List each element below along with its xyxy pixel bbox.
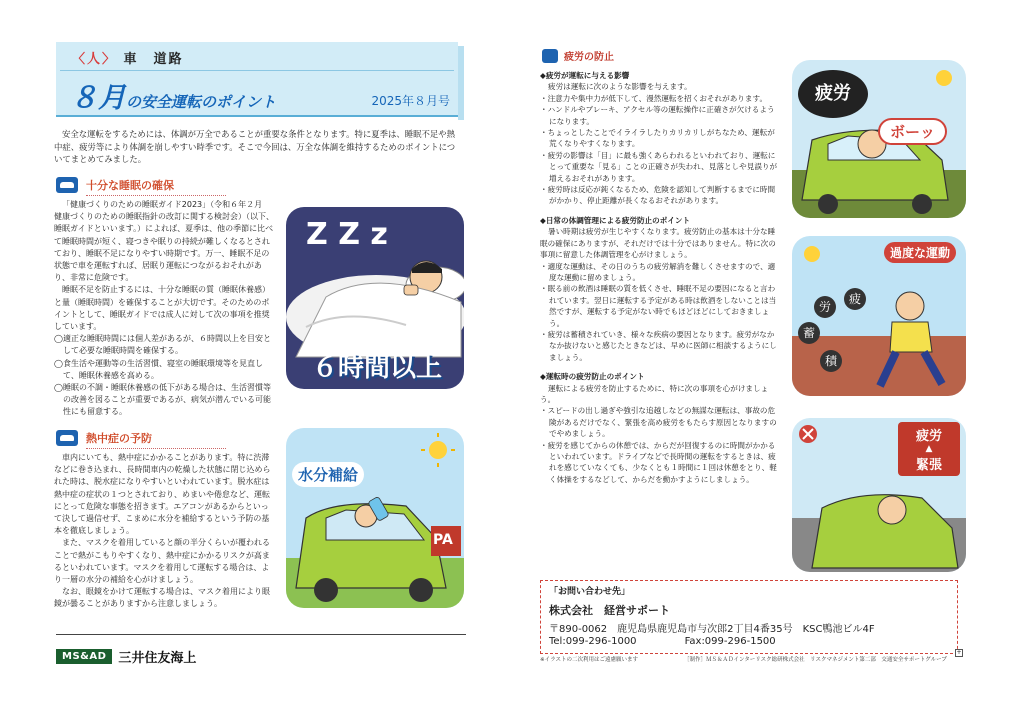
daily-care-item: ・適度な運動は、その日のうちの疲労解消を難しくさせますので、適度な運動に留めましょう。 [540,261,776,282]
msad-logo: MS&AD [56,649,112,664]
newsletter-header [56,42,458,117]
fatigue-effect-item: ・疲労時は反応が鈍くなるため、危険を認知して判断するまでに時間がかかり、停止距離が長くなるおそれがあります。 [540,185,776,206]
plus-icon: + [956,649,962,656]
daily-care-intro: 暑い時期は疲労が生じやすくなります。疲労防止の基本は十分な睡眠の確保にありますが、それだけでは十分ではありません。特に次の事項に留意した体調管理を心がけましょう。 [540,227,776,260]
tension-sign [898,422,960,476]
heat-para-3: なお、眼鏡をかけて運転する場合は、マスク着用により眼鏡が曇ることがありますから注意しましょう。 [54,587,270,609]
up-arrow-icon: ▲ [925,444,933,454]
sponsor-footer [56,647,196,666]
right-page [512,0,1024,724]
fatigue-illustration [792,60,966,218]
driving-care-item: ・スピードの出し過ぎや強引な追越しなどの無謀な運転は、事故の危険があるだけでなく、緊張を高め疲労をもたらす原因となりますのでやめましょう。 [540,406,777,439]
daze-bubble: ボーッ [878,118,947,145]
sleep-para-2: 睡眠不足を防止するには、十分な睡眠の質（睡眠休養感）と量（睡眠時間）を確保することが大切です。そのためのポイントとして、睡眠ガイドでは成人に対して次の事項を推奨しています。 [54,285,270,332]
driving-care-heading: ◆運転時の疲労防止のポイント [540,372,645,382]
contact-phones [549,636,949,647]
daily-care-heading: ◆日常の体調管理による疲労防止のポイント [540,215,691,225]
footer-rule [56,634,466,635]
hydration-illustration [286,428,464,608]
pa-sign: PA [433,532,453,548]
section-sleep-body [54,199,274,419]
driving-care-item: ・疲労を感じてからの休憩では、からだが回復するのに時間がかかるといわれています。ドライブなどで長時間の運転をするときは、疲れを感じていなくても、少なくとも１時間に１回は休憩をとり、軽く体操をするなどして、からだを動かすようにしましょう。 [540,440,777,484]
page-title [70,76,276,116]
fatigue-effects-intro: 疲労は運転に次のような影響を与えます。 [548,82,692,92]
sleep-bullet-3: ◯睡眠の不調・睡眠休養感の低下がある場合は、生活習慣等の改善を図ることが重要であるが、病気が潜んでいる可能性にも留意する。 [54,383,271,417]
heat-para-2: また、マスクを着用していると顔の半分くらいが覆われることで熱がこもりやすくなり、熱中症にかかるリスクが高まるといわれています。マスクを着用して運転する場合は、より一層の水分の補給を心がけましょう。 [54,538,270,585]
char-seki: 積 [820,350,842,372]
contact-fax: Fax:099-296-1500 [684,636,776,647]
intro-text: 安全な運転をするためには、体調が万全であることが重要な条件となります。特に夏季は、睡眠不足や熱中症、疲労等により体調を崩しやすい時季です。そこで今回は、万全な体調を維持するためのポイントについてまとめてみました。 [54,129,456,165]
section-sleep-title [56,177,174,193]
section-sleep-heading: 十分な睡眠の確保 [86,179,174,192]
fatigue-body [540,70,780,485]
sleep-para-1: 「健康づくりのための睡眠ガイド2023」（令和６年２月 健康づくりのための睡眠指針の改訂に関する検討会）（以下、睡眠ガイドといいます。）によれば、夏季は、他の季節に比べて睡眠時間が短く、寝つきや眠りの持続が難しくなるとされており、睡眠不足になりやすい時期です。万一、睡眠不足の状態で車を運転すれば、居眠り運転につながるおそれがあり、非常に危険です。 [54,200,274,283]
section-heat-body [54,452,272,611]
zzz-label: Z Z z [306,217,388,252]
fatigue-effect-item: ・注意力や集中力が低下して、漫然運転を招くおそれがあります。 [540,93,768,103]
car-driver-drinking-icon [286,428,464,608]
mitsui-logo: 三井住友海上 [118,651,197,666]
heat-para-1: 車内にいても、熱中症にかかることがあります。特に渋滞などに巻き込まれ、長時間車内の乾燥した状態に閉じ込められた時は、脱水症になりやすいといわれています。脱水症は熱中症の症状の１つとされており、めまいや倦怠など、運転にとって危険な事態を招きます。エアコンがあるからといって決して過信せず、こまめに水分を補給するという予防の基本を徹底しましょう。 [54,453,271,536]
tension-illustration [792,418,966,572]
driving-care-intro: 運転による疲労を防止するために、特に次の事項を心がけましょう。 [540,383,769,404]
issue-date: 2025年８月号 [371,94,450,108]
contact-address: 〒890-0062 鹿児島県鹿児島市与次郎2丁目4番35号 KSC鴨池ビル4F [549,624,875,635]
category-road: 車 道路 [123,52,184,67]
fatigue-effect-item: ・疲労の影響は「目」に最も強くあらわれるといわれており、運転にとって重要な「見る」ことの正確さが失われ、見落としや見誤りが増えるおそれがあります。 [540,150,778,183]
overexercise-label: 過度な運動 [884,242,956,263]
daily-care-item: ・疲労は蓄積されていき、様々な疾病の要因となります。疲労がなかなか抜けないと感じたときなどは、早めに医師に相談するようにしましょう。 [540,329,777,362]
char-hi: 疲 [844,288,866,310]
char-ro: 労 [814,296,836,318]
title-month: ８月 [70,81,127,114]
fatigue-effects-heading: ◆疲労が運転に与える影響 [540,71,630,80]
sleep-bullet-2: ◯食生活や運動等の生活習慣、寝室の睡眠環境等を見直して、睡眠休養感を高める。 [54,358,263,380]
section-heat-title [56,430,152,446]
tension-bottom: 緊張 [915,458,942,473]
car-icon [56,430,78,446]
header-category [72,48,184,67]
car-icon [542,49,558,63]
char-chiku: 蓄 [798,322,820,344]
fatigue-effect-item: ・ハンドルやブレーキ、アクセル等の運転操作に正確さが欠けるようになります。 [540,105,775,126]
sleep-illustration [286,207,464,389]
contact-tel[interactable]: Tel:099-296-1000 [549,636,637,647]
daily-care-item: ・眠る前の飲酒は睡眠の質を低くさせ、睡眠不足の要因になると言われています。翌日に運転する予定がある時は飲酒をしないことは当然ですが、運転する予定がない時でもほどほどにしておきましょう。 [540,284,777,328]
header-divider [60,70,454,71]
contact-box [540,580,962,656]
six-hours-label: ６時間以上 [312,353,443,383]
overexercise-illustration [792,236,966,396]
fatigue-title [542,48,614,63]
fatigue-cloud: 疲労 [798,70,868,118]
contact-company: 株式会社 経営サポート [549,604,670,617]
car-icon [56,177,78,193]
footnote-left: ※イラストの二次利用はご遠慮願います [540,657,638,663]
tension-top: 疲労 [915,429,942,444]
sleep-bullet-1: ◯適正な睡眠時間には個人差があるが、６時間以上を目安として必要な睡眠時間を確保する。 [54,334,271,356]
fatigue-effect-item: ・ちょっとしたことでイライラしたりカリカリしがちなため、運転が荒くなりやすくなります。 [540,128,775,149]
hydration-bubble: 水分補給 [292,462,364,487]
section-heat-heading: 熱中症の予防 [86,432,152,445]
fatigue-heading: 疲労の防止 [564,52,614,63]
category-hito: 〈人〉 [72,52,118,67]
footnote-right: ［制作］ＭＳ＆ＡＤインターリスク総研株式会社 リスクマネジメント第二部 交通安全サポートグループ [684,657,947,663]
contact-label: 「お問い合わせ先」 [549,587,631,597]
title-rest: の安全運転のポイント [126,93,277,111]
header-shadow [458,46,464,120]
